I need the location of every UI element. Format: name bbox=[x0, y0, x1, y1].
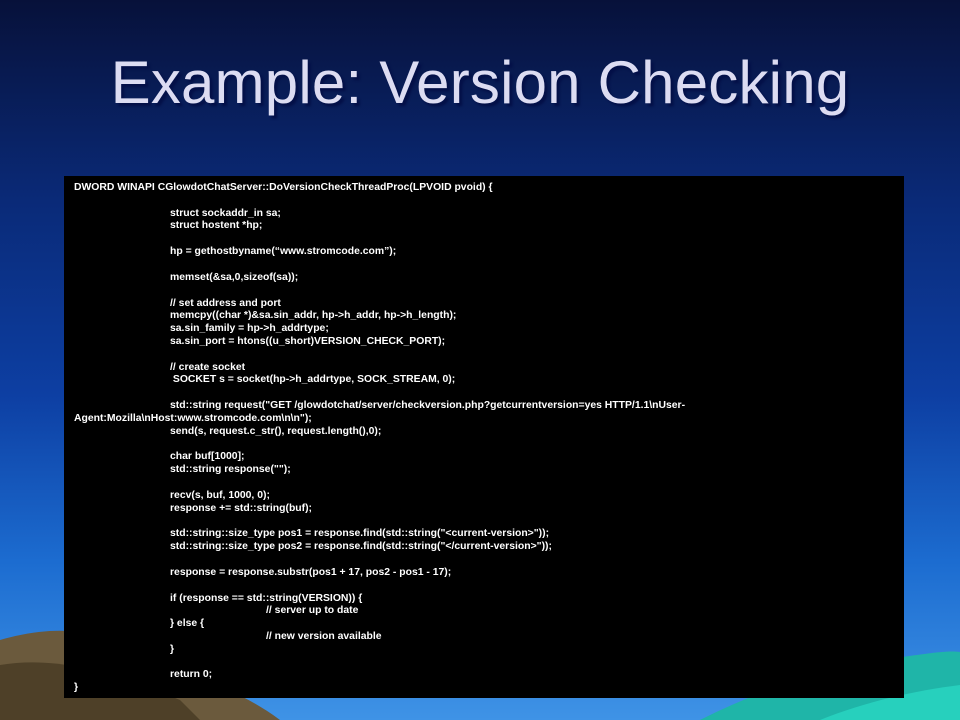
code-comment: // set address and port bbox=[170, 297, 281, 309]
code-line: std::string request("GET /glowdotchat/server/checkversion.php?getcurrentversion=yes HTTP/1.1\nUser- bbox=[170, 400, 686, 412]
code-line: memset(&sa,0,sizeof(sa)); bbox=[170, 271, 299, 283]
code-line: std::string response(""); bbox=[170, 464, 291, 476]
code-line: sa.sin_family = hp->h_addrtype; bbox=[170, 323, 329, 335]
slide-title: Example: Version Checking bbox=[110, 49, 850, 116]
code-line: memcpy((char *)&sa.sin_addr, hp->h_addr, hp->h_length); bbox=[170, 310, 457, 322]
code-line: } else { bbox=[170, 618, 205, 630]
code-line: struct hostent *hp; bbox=[170, 220, 263, 232]
code-line: if (response == std::string(VERSION)) { bbox=[170, 592, 363, 604]
code-line: std::string::size_type pos2 = response.find(std::string("</current-version>")); bbox=[170, 541, 552, 553]
code-comment: // create socket bbox=[170, 361, 246, 373]
code-line: Agent:Mozilla\nHost:www.stromcode.com\n\n"); bbox=[74, 412, 312, 424]
code-line: send(s, request.c_str(), request.length(),0); bbox=[170, 425, 382, 437]
code-line: response = response.substr(pos1 + 17, pos2 - pos1 - 17); bbox=[170, 566, 452, 578]
code-line: recv(s, buf, 1000, 0); bbox=[170, 489, 270, 501]
code-line: hp = gethostbyname(“www.stromcode.com”); bbox=[170, 246, 397, 258]
code-line: } bbox=[170, 643, 175, 655]
code-comment: // server up to date bbox=[266, 605, 359, 617]
code-line: sa.sin_port = htons((u_short)VERSION_CHECK_PORT); bbox=[170, 335, 446, 347]
code-line: DWORD WINAPI CGlowdotChatServer::DoVersionCheckThreadProc(LPVOID pvoid) { bbox=[74, 182, 493, 193]
code-comment: // new version available bbox=[266, 630, 382, 642]
code-line: SOCKET s = socket(hp->h_addrtype, SOCK_STREAM, 0); bbox=[170, 374, 456, 386]
code-line: return 0; bbox=[170, 669, 213, 681]
code-line: } bbox=[74, 682, 79, 694]
code-block bbox=[64, 176, 904, 698]
code-line: std::string::size_type pos1 = response.find(std::string("<current-version>")); bbox=[170, 528, 550, 540]
code-line: struct sockaddr_in sa; bbox=[170, 207, 281, 219]
code-line: char buf[1000]; bbox=[170, 451, 245, 463]
code-line: response += std::string(buf); bbox=[170, 502, 313, 514]
